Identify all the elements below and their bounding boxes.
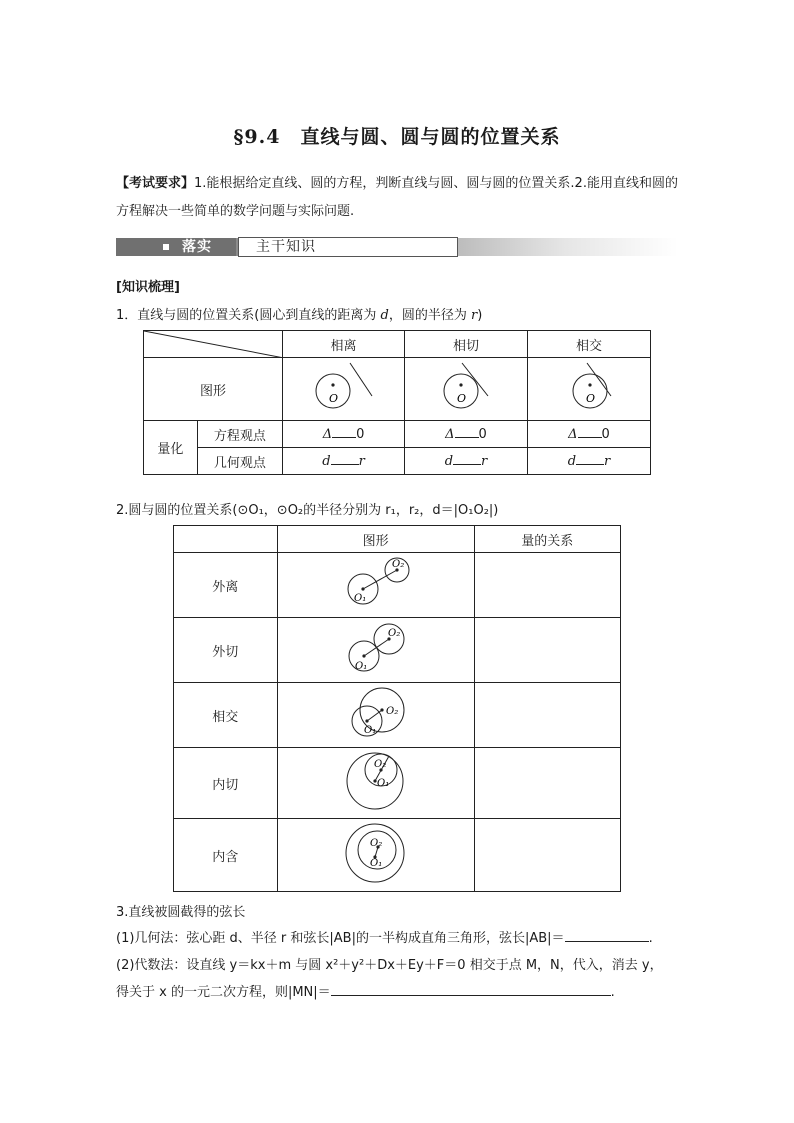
row-contained: 内含	[174, 819, 278, 892]
figure-internal-tangent	[277, 748, 474, 819]
relation-internal-tangent	[474, 748, 620, 819]
geo-tangent: d r	[405, 448, 528, 475]
square-bullet-icon	[163, 244, 169, 250]
section-banner	[116, 236, 678, 258]
geo-separate: d r	[283, 448, 405, 475]
svg-text:O₁: O₁	[354, 593, 367, 604]
relation-contained	[474, 819, 620, 892]
relation-external-tangent	[474, 618, 620, 683]
figure-intersect	[527, 358, 650, 421]
col-separate: 相离	[283, 331, 405, 358]
figure-contained	[277, 819, 474, 892]
eq-tangent: Δ 0	[405, 421, 528, 448]
svg-text:O₁: O₁	[377, 778, 390, 789]
svg-text:O₂: O₂	[370, 838, 383, 849]
svg-text:O: O	[585, 392, 596, 405]
banner-right-label: 主干知识	[256, 239, 316, 255]
svg-text:O: O	[328, 392, 338, 405]
relation-intersect	[474, 683, 620, 748]
row-intersect: 相交	[174, 683, 278, 748]
diagonal-header-cell	[144, 331, 283, 358]
svg-text:O: O	[457, 392, 467, 405]
answer-blank-2[interactable]	[331, 995, 611, 996]
figure-intersect-circles	[277, 683, 474, 748]
col-relation: 量的关系	[474, 526, 620, 553]
circle-circle-table	[173, 525, 621, 892]
requirements-text: 1.能根据给定直线、圆的方程，判断直线与圆、圆与圆的位置关系.2.能用直线和圆的方程解决一些简单的数学问题与实际问题.	[116, 176, 678, 219]
svg-text:O₁: O₁	[364, 725, 377, 736]
geo-intersect: d r	[527, 448, 650, 475]
row-external-separate: 外离	[174, 553, 278, 618]
sec3-line1: (1)几何法：弦心距 d、半径 r 和弦长|AB|的一半构成直角三角形，弦长|AB|＝ .	[116, 931, 653, 946]
sub-geometry-label: 几何观点	[197, 448, 282, 475]
sec3-line2: (2)代数法：设直线 y＝kx＋m 与圆 x²＋y²＋Dx＋Ey＋F＝0 相交于点 M，N，代入，消去 y，	[116, 958, 663, 973]
row-internal-tangent: 内切	[174, 748, 278, 819]
col-figure: 图形	[277, 526, 474, 553]
answer-blank-1[interactable]	[565, 941, 649, 942]
sec1-heading: 1．直线与圆的位置关系(圆心到直线的距离为 d，圆的半径为 r)	[116, 308, 483, 323]
svg-text:O₁: O₁	[355, 661, 368, 672]
col-tangent: 相切	[405, 331, 528, 358]
exam-requirements	[116, 170, 681, 226]
figure-external-tangent	[277, 618, 474, 683]
svg-text:O₂: O₂	[392, 559, 405, 570]
eq-intersect: Δ 0	[527, 421, 650, 448]
line-circle-table	[143, 330, 651, 475]
svg-text:O₂: O₂	[386, 706, 399, 717]
row-external-tangent: 外切	[174, 618, 278, 683]
col-intersect: 相交	[527, 331, 650, 358]
sec3-heading: 3.直线被圆截得的弦长	[116, 905, 246, 920]
svg-text:O₁: O₁	[370, 858, 383, 869]
figure-external-separate	[277, 553, 474, 618]
requirements-tag: 【考试要求】	[116, 176, 195, 191]
svg-text:O₂: O₂	[374, 759, 387, 770]
svg-text:O₂: O₂	[388, 628, 401, 639]
row-figure-label: 图形	[144, 358, 283, 421]
banner-left-label: 落实	[182, 239, 212, 255]
knowledge-header: [知识梳理]	[116, 280, 180, 295]
sec2-heading: 2.圆与圆的位置关系(⊙O₁，⊙O₂的半径分别为 r₁，r₂，d＝|O₁O₂|)	[116, 503, 499, 518]
relation-external-separate	[474, 553, 620, 618]
eq-separate: Δ 0	[283, 421, 405, 448]
figure-separate	[283, 358, 405, 421]
figure-tangent	[405, 358, 528, 421]
row-quant-label: 量化	[144, 421, 198, 475]
sec3-line3: 得关于 x 的一元二次方程，则|MN|＝ .	[116, 985, 615, 1000]
sub-equation-label: 方程观点	[197, 421, 282, 448]
header-empty	[174, 526, 278, 553]
page-title: §9.4 直线与圆、圆与圆的位置关系	[233, 126, 561, 148]
